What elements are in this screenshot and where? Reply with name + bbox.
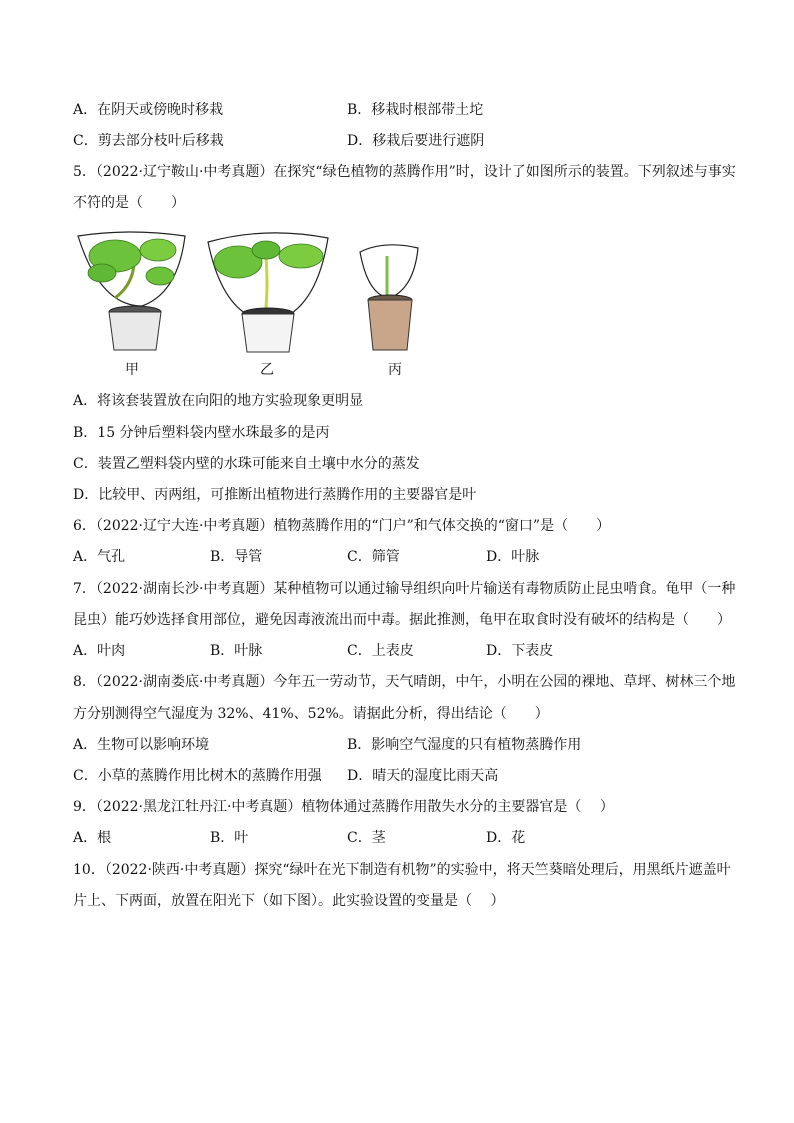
plant-bags-illustration xyxy=(70,228,430,378)
transpiration-apparatus-figure xyxy=(70,228,430,378)
q7-stem-line1: 7．（2022·湖南长沙·中考真题）某种植物可以通过输导组织向叶片输送有毒物质防止昆虫啃食。龟甲（一种 xyxy=(73,581,736,597)
caption-jia: 甲 xyxy=(125,362,139,378)
q4-option-c: C．剪去部分枝叶后移栽 xyxy=(73,133,224,149)
setup-jia xyxy=(78,232,185,350)
q7-option-a: A．叶肉 xyxy=(73,643,126,659)
caption-yi: 乙 xyxy=(260,362,274,378)
q5-option-b: B．15 分钟后塑料袋内壁水珠最多的是丙 xyxy=(73,425,330,441)
q8-option-d: D．晴天的湿度比雨天高 xyxy=(347,768,499,784)
q5-option-a: A．将该套装置放在向阳的地方实验现象更明显 xyxy=(73,393,364,409)
q9-option-d: D．花 xyxy=(486,830,526,846)
q8-option-a: A．生物可以影响环境 xyxy=(73,737,210,753)
q8-option-b: B．影响空气湿度的只有植物蒸腾作用 xyxy=(347,737,582,753)
q4-option-b: B．移栽时根部带土坨 xyxy=(347,102,484,118)
q5-option-c: C．装置乙塑料袋内壁的水珠可能来自土壤中水分的蒸发 xyxy=(73,456,420,472)
q9-option-b: B．叶 xyxy=(210,830,249,846)
q4-option-a: A．在阴天或傍晚时移栽 xyxy=(73,102,224,118)
caption-bing: 丙 xyxy=(388,362,402,378)
q9-option-c: C．茎 xyxy=(347,830,386,846)
q8-stem-line2: 方分别测得空气湿度为 32%、41%、52%。请据此分析，得出结论（ ） xyxy=(73,706,549,722)
q6-stem: 6．（2022·辽宁大连·中考真题）植物蒸腾作用的“门户”和气体交换的“窗口”是（ ） xyxy=(73,518,611,534)
q9-option-a: A．根 xyxy=(73,830,112,846)
q6-option-d: D．叶脉 xyxy=(486,549,540,565)
setup-bing xyxy=(360,245,418,350)
q6-option-c: C．筛管 xyxy=(347,549,400,565)
q4-option-d: D．移栽后要进行遮阴 xyxy=(347,133,485,149)
setup-yi xyxy=(208,233,328,352)
q5-stem-line2: 不符的是（ ） xyxy=(73,195,185,211)
q8-option-c: C．小草的蒸腾作用比树木的蒸腾作用强 xyxy=(73,768,322,784)
q6-option-a: A．气孔 xyxy=(73,549,126,565)
q10-stem-line1: 10．（2022·陕西·中考真题）探究“绿叶在光下制造有机物”的实验中，将天竺葵暗处理后，用黑纸片遮盖叶 xyxy=(73,862,731,878)
q9-stem: 9．（2022·黑龙江牡丹江·中考真题）植物体通过蒸腾作用散失水分的主要器官是（ ） xyxy=(73,799,614,815)
q10-stem-line2: 片上、下两面，放置在阳光下（如下图）。此实验设置的变量是（ ） xyxy=(73,893,505,909)
q6-option-b: B．导管 xyxy=(210,549,263,565)
q7-option-c: C．上表皮 xyxy=(347,643,414,659)
q5-option-d: D．比较甲、丙两组，可推断出植物进行蒸腾作用的主要器官是叶 xyxy=(73,487,477,503)
q7-option-d: D．下表皮 xyxy=(486,643,554,659)
q7-option-b: B．叶脉 xyxy=(210,643,263,659)
q5-stem-line1: 5．（2022·辽宁鞍山·中考真题）在探究“绿色植物的蒸腾作用”时，设计了如图所示的装置。下列叙述与事实 xyxy=(73,164,736,180)
q8-stem-line1: 8．（2022·湖南娄底·中考真题）今年五一劳动节，天气晴朗，中午，小明在公园的裸地、草坪、树林三个地 xyxy=(73,674,736,690)
q7-stem-line2: 昆虫）能巧妙选择食用部位，避免因毒液流出而中毒。据此推测，龟甲在取食时没有破坏的结构是（ ） xyxy=(73,612,731,628)
